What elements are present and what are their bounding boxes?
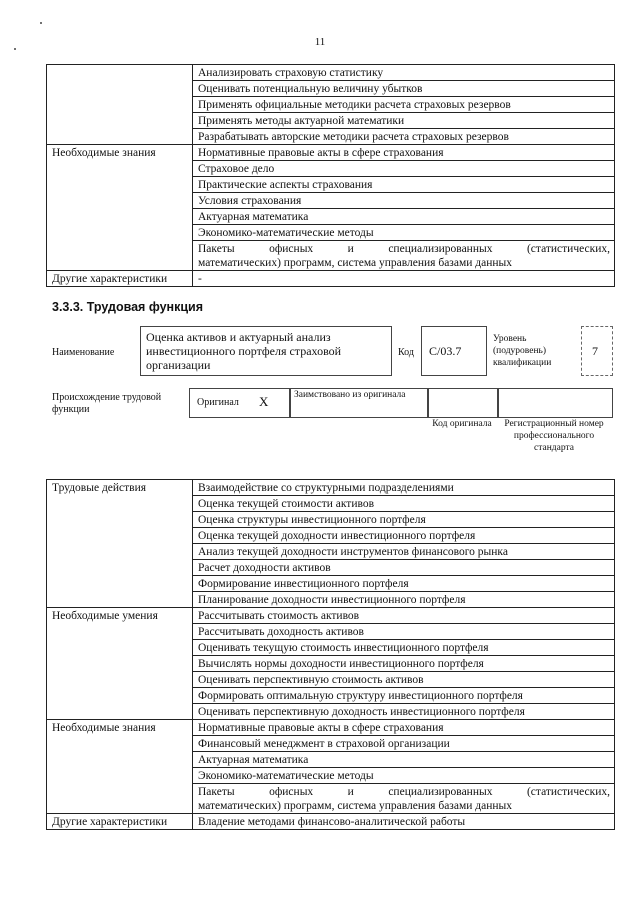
- row-item: Рассчитывать доходность активов: [193, 624, 615, 640]
- scan-speck: [14, 48, 16, 50]
- row-item: Формирование инвестиционного портфеля: [193, 576, 615, 592]
- continuation-line: математических) программ, система управления базами данных: [198, 257, 512, 269]
- word: офисных: [269, 243, 314, 255]
- continuation-line: математических) программ, система управления базами данных: [198, 800, 512, 812]
- code-label: Код: [398, 347, 414, 358]
- labor-function-table: [46, 479, 615, 830]
- row-group-label: [47, 65, 193, 145]
- level-label: Уровень (подуровень) квалификации: [493, 334, 552, 368]
- word: (статистических,: [526, 786, 610, 798]
- row-item: Нормативные правовые акты в сфере страхования: [193, 145, 615, 161]
- row-group-label: Необходимые знания: [47, 720, 193, 814]
- origin-code-box: [427, 388, 499, 418]
- justified-line: [198, 785, 610, 799]
- row-item: Оценка текущей доходности инвестиционного портфеля: [193, 528, 615, 544]
- table-row: [47, 814, 615, 830]
- row-item: Условия страхования: [193, 193, 615, 209]
- word: и: [347, 243, 354, 255]
- row-item: Оценка текущей стоимости активов: [193, 496, 615, 512]
- table-row: [47, 271, 615, 287]
- page-number: 11: [314, 36, 326, 48]
- scan-speck: [40, 22, 42, 24]
- row-item: Планирование доходности инвестиционного портфеля: [193, 592, 615, 608]
- table-row: [47, 480, 615, 496]
- word: Пакеты: [198, 243, 235, 255]
- origin-code-caption: Код оригинала: [432, 419, 492, 429]
- word: (статистических,: [526, 243, 610, 255]
- borrowed-label: Заимствовано из оригинала: [294, 390, 406, 400]
- row-item: Оценивать текущую стоимость инвестиционного портфеля: [193, 640, 615, 656]
- original-label: Оригинал: [197, 397, 239, 408]
- row-item: Нормативные правовые акты в сфере страхования: [193, 720, 615, 736]
- row-item: Оценивать потенциальную величину убытков: [193, 81, 615, 97]
- reg-number-caption: Регистрационный номер профессионального стандарта: [504, 419, 604, 453]
- code-value: С/03.7: [429, 344, 462, 358]
- row-item: [193, 784, 615, 814]
- row-item: Расчет доходности активов: [193, 560, 615, 576]
- competency-table-continued: [46, 64, 615, 287]
- row-item: Формировать оптимальную структуру инвестиционного портфеля: [193, 688, 615, 704]
- row-item: Разрабатывать авторские методики расчета страховых резервов: [193, 129, 615, 145]
- row-group-label: Трудовые действия: [47, 480, 193, 608]
- reg-number-box: [497, 388, 613, 418]
- word: и: [347, 786, 354, 798]
- original-mark: X: [259, 394, 269, 409]
- row-item: Актуарная математика: [193, 752, 615, 768]
- row-item: Применять официальные методики расчета страховых резервов: [193, 97, 615, 113]
- justified-line: [198, 242, 610, 256]
- origin-label: Происхождение трудовой функции: [52, 392, 162, 415]
- row-item: -: [193, 271, 615, 287]
- row-item: Актуарная математика: [193, 209, 615, 225]
- row-item: Владение методами финансово-аналитической работы: [193, 814, 615, 830]
- row-item: Вычислять нормы доходности инвестиционного портфеля: [193, 656, 615, 672]
- row-group-label: Другие характеристики: [47, 814, 193, 830]
- row-group-label: Другие характеристики: [47, 271, 193, 287]
- table-row: [47, 65, 615, 81]
- section-heading: 3.3.3. Трудовая функция: [52, 300, 204, 314]
- function-name-value: Оценка активов и актуарный анализ инвестиционного портфеля страховой организации: [146, 330, 342, 372]
- row-item: Экономико-математические методы: [193, 225, 615, 241]
- row-item: Оценивать перспективную стоимость активов: [193, 672, 615, 688]
- row-item: Страховое дело: [193, 161, 615, 177]
- row-item: Анализировать страховую статистику: [193, 65, 615, 81]
- row-item: Применять методы актуарной математики: [193, 113, 615, 129]
- table-row: [47, 720, 615, 736]
- word: Пакеты: [198, 786, 235, 798]
- row-item: [193, 241, 615, 271]
- row-item: Оценка структуры инвестиционного портфеля: [193, 512, 615, 528]
- name-label: Наименование: [52, 347, 115, 358]
- row-item: Оценивать перспективную доходность инвестиционного портфеля: [193, 704, 615, 720]
- row-item: Рассчитывать стоимость активов: [193, 608, 615, 624]
- row-item: Анализ текущей доходности инструментов финансового рынка: [193, 544, 615, 560]
- word: офисных: [269, 786, 314, 798]
- table-row: [47, 145, 615, 161]
- row-item: Практические аспекты страхования: [193, 177, 615, 193]
- table-row: [47, 608, 615, 624]
- level-value: 7: [592, 344, 598, 358]
- row-item: Экономико-математические методы: [193, 768, 615, 784]
- word: специализированных: [388, 243, 493, 255]
- row-item: Взаимодействие со структурными подразделениями: [193, 480, 615, 496]
- row-group-label: Необходимые умения: [47, 608, 193, 720]
- word: специализированных: [388, 786, 493, 798]
- row-item: Финансовый менеджмент в страховой организации: [193, 736, 615, 752]
- row-group-label: Необходимые знания: [47, 145, 193, 271]
